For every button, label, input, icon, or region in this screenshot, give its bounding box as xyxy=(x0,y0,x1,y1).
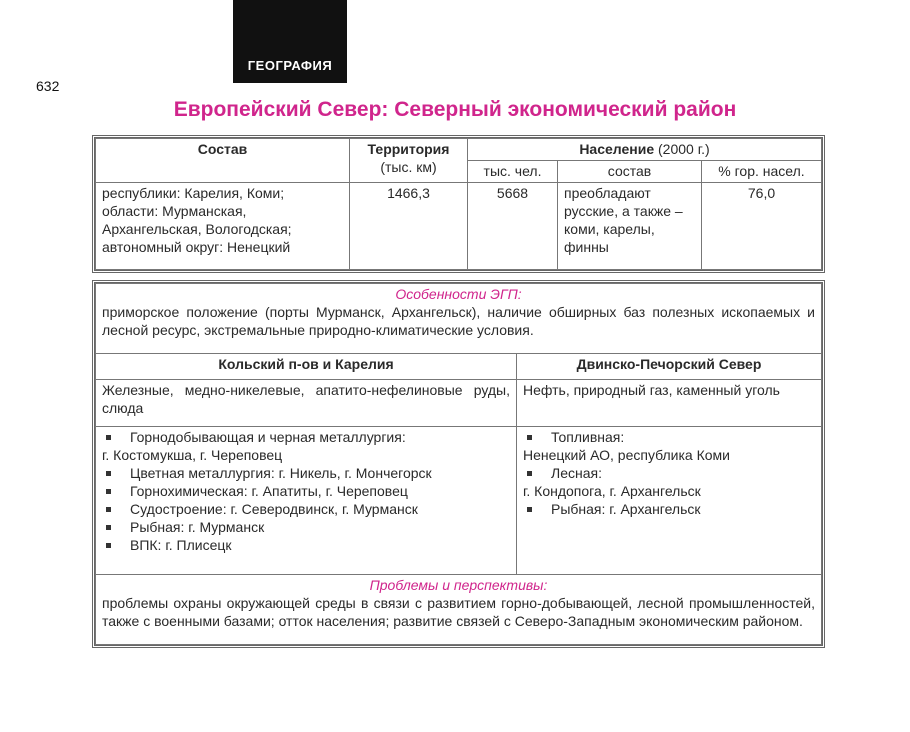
list-item: Рыбная: г. Мурманск xyxy=(102,518,510,536)
problems-heading: Проблемы и перспективы: xyxy=(369,577,548,594)
egp-text: приморское положение (порты Мурманск, Архангельск), наличие обширных баз полезных ископаемых и лесной ресурс, экстремальные природно-климатические условия. xyxy=(102,304,815,338)
page-number: 632 xyxy=(36,78,60,94)
subheader-urban: % гор. насел. xyxy=(702,161,822,183)
cell-territory: 1466,3 xyxy=(350,183,468,270)
list-item: ВПК: г. Плисецк xyxy=(102,536,510,554)
section-tab xyxy=(233,0,347,83)
list-item: Лесная: xyxy=(523,464,815,482)
header-population-label: Население xyxy=(579,141,655,157)
resources-left: Железные, медно-никелевые, апатито-нефелиновые руды, слюда xyxy=(96,379,517,427)
list-item: Топливная: xyxy=(523,428,815,446)
cell-thousand: 5668 xyxy=(468,183,558,270)
subheader-composition: состав xyxy=(558,161,702,183)
problems-section xyxy=(96,575,822,645)
list-item: Рыбная: г. Архангельск xyxy=(523,500,815,518)
header-dvina-pechora: Двинско-Печорский Север xyxy=(517,353,822,379)
egp-section xyxy=(96,284,822,354)
list-item-detail: Ненецкий АО, республика Коми xyxy=(523,447,730,464)
list-item: Горнохимическая: г. Апатиты, г. Череповец xyxy=(102,482,510,500)
cell-urban: 76,0 xyxy=(702,183,822,270)
list-item: Цветная металлургия: г. Никель, г. Мончегорск xyxy=(102,464,510,482)
subheader-thousand: тыс. чел. xyxy=(468,161,558,183)
problems-text: проблемы охраны окружающей среды в связи с развитием горно-добывающей, лесной промышленностей, также с военными базами; отток населения; развитие связей с Северо-Западным экономическим районом. xyxy=(102,595,815,630)
section-tab-label: ГЕОГРАФИЯ xyxy=(247,58,333,73)
resources-right: Нефть, природный газ, каменный уголь xyxy=(517,379,822,427)
header-population-year: (2000 г.) xyxy=(658,141,710,157)
list-item: Судостроение: г. Северодвинск, г. Мурманск xyxy=(102,500,510,518)
industries-right xyxy=(517,427,822,575)
egp-heading: Особенности ЭГП: xyxy=(395,286,522,302)
header-territory-label: Территория xyxy=(367,141,450,157)
header-kola-karelia: Кольский п-ов и Карелия xyxy=(96,353,517,379)
features-table xyxy=(92,280,825,648)
cell-composition: преобладают русские, а также – коми, карелы, финны xyxy=(558,183,702,270)
header-territory-unit: (тыс. км) xyxy=(380,159,437,175)
header-sostav: Состав xyxy=(96,139,350,183)
industries-left xyxy=(96,427,517,575)
list-item: Горнодобывающая и черная металлургия: xyxy=(102,428,510,446)
list-item-detail: г. Костомукша, г. Череповец xyxy=(102,447,283,464)
header-population xyxy=(468,139,822,161)
page-title: Европейский Север: Северный экономический район xyxy=(173,98,737,121)
header-territory xyxy=(350,139,468,183)
composition-table xyxy=(92,135,825,273)
cell-sostav: республики: Карелия, Коми; области: Мурманская, Архангельская, Вологодская; автономный округ: Ненецкий xyxy=(96,183,350,270)
list-item-detail: г. Кондопога, г. Архангельск xyxy=(523,483,701,500)
